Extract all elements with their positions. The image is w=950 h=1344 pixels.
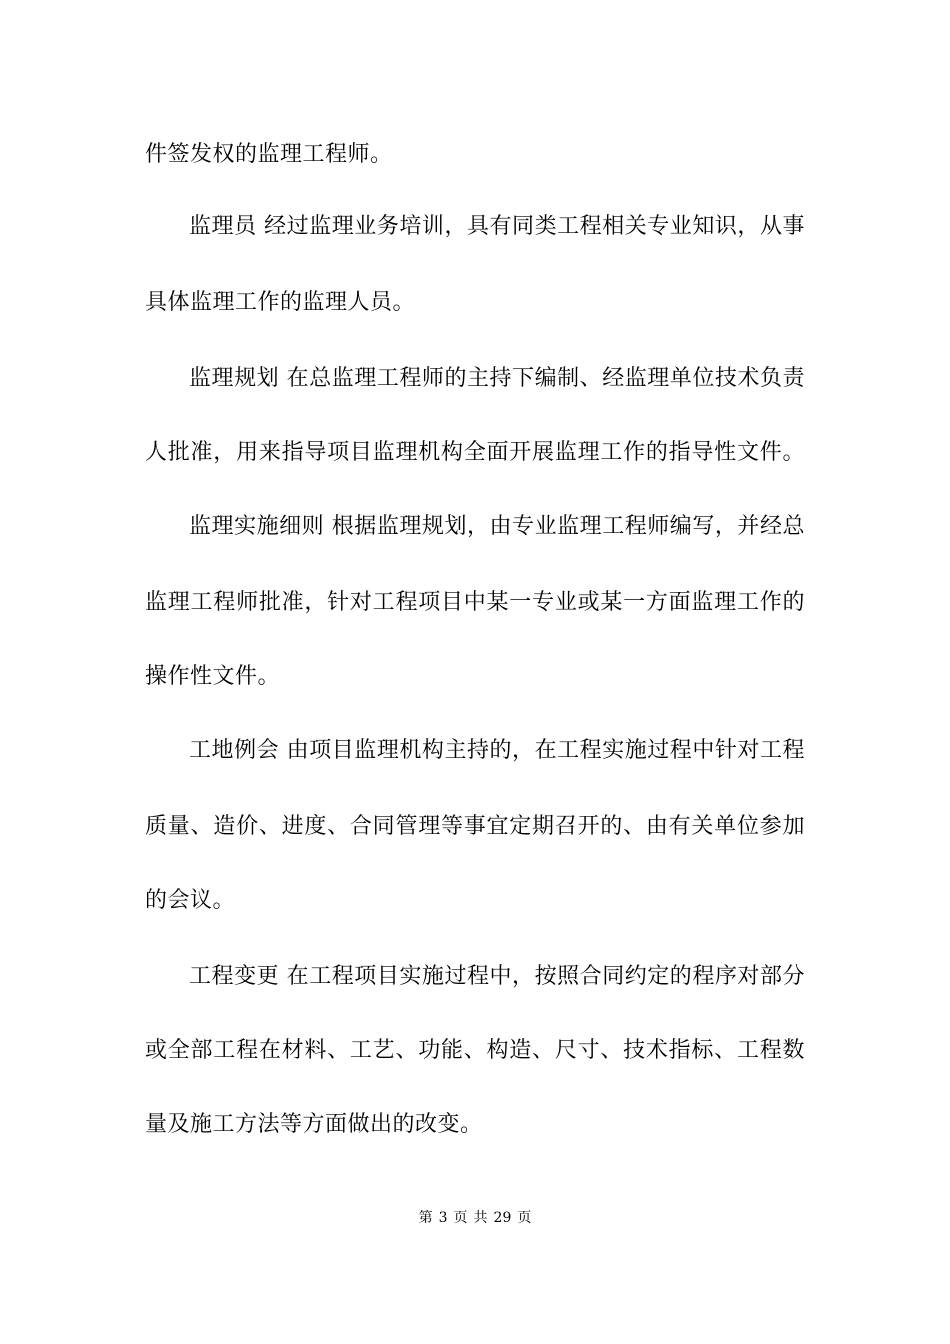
text-line: 的会议。 — [145, 888, 236, 913]
text-line: 具体监理工作的监理人员。 — [145, 290, 416, 315]
text-line: 质量、造价、进度、合同管理等事宜定期召开的、由有关单位参加 — [145, 814, 805, 839]
text-line: 监理工程师批准，针对工程项目中某一专业或某一方面监理工作的 — [145, 590, 805, 615]
text-line: 或全部工程在材料、工艺、功能、构造、尺寸、技术指标、工程数 — [145, 1038, 805, 1063]
text-line: 工地例会 由项目监理机构主持的，在工程实施过程中针对工程 — [189, 738, 805, 763]
footer-page-unit: 页 — [453, 1210, 468, 1226]
text-line: 监理实施细则 根据监理规划，由专业监理工程师编写，并经总 — [189, 514, 805, 539]
text-line: 量及施工方法等方面做出的改变。 — [145, 1112, 483, 1137]
footer-total-pages: 29 — [493, 1210, 512, 1226]
footer-total-unit: 页 — [517, 1210, 532, 1226]
text-line: 工程变更 在工程项目实施过程中，按照合同约定的程序对部分 — [189, 964, 805, 989]
footer-page-number: 3 — [438, 1210, 448, 1226]
text-line: 监理规划 在总监理工程师的主持下编制、经监理单位技术负责 — [189, 366, 805, 391]
text-line: 监理员 经过监理业务培训，具有同类工程相关专业知识，从事 — [189, 214, 805, 239]
text-line: 人批准，用来指导项目监理机构全面开展监理工作的指导性文件。 — [145, 440, 805, 465]
text-line: 件签发权的监理工程师。 — [145, 142, 393, 167]
page-footer — [0, 1208, 950, 1228]
text-line: 操作性文件。 — [145, 664, 281, 689]
footer-prefix: 第 — [418, 1210, 433, 1226]
footer-total-label: 共 — [473, 1210, 488, 1226]
